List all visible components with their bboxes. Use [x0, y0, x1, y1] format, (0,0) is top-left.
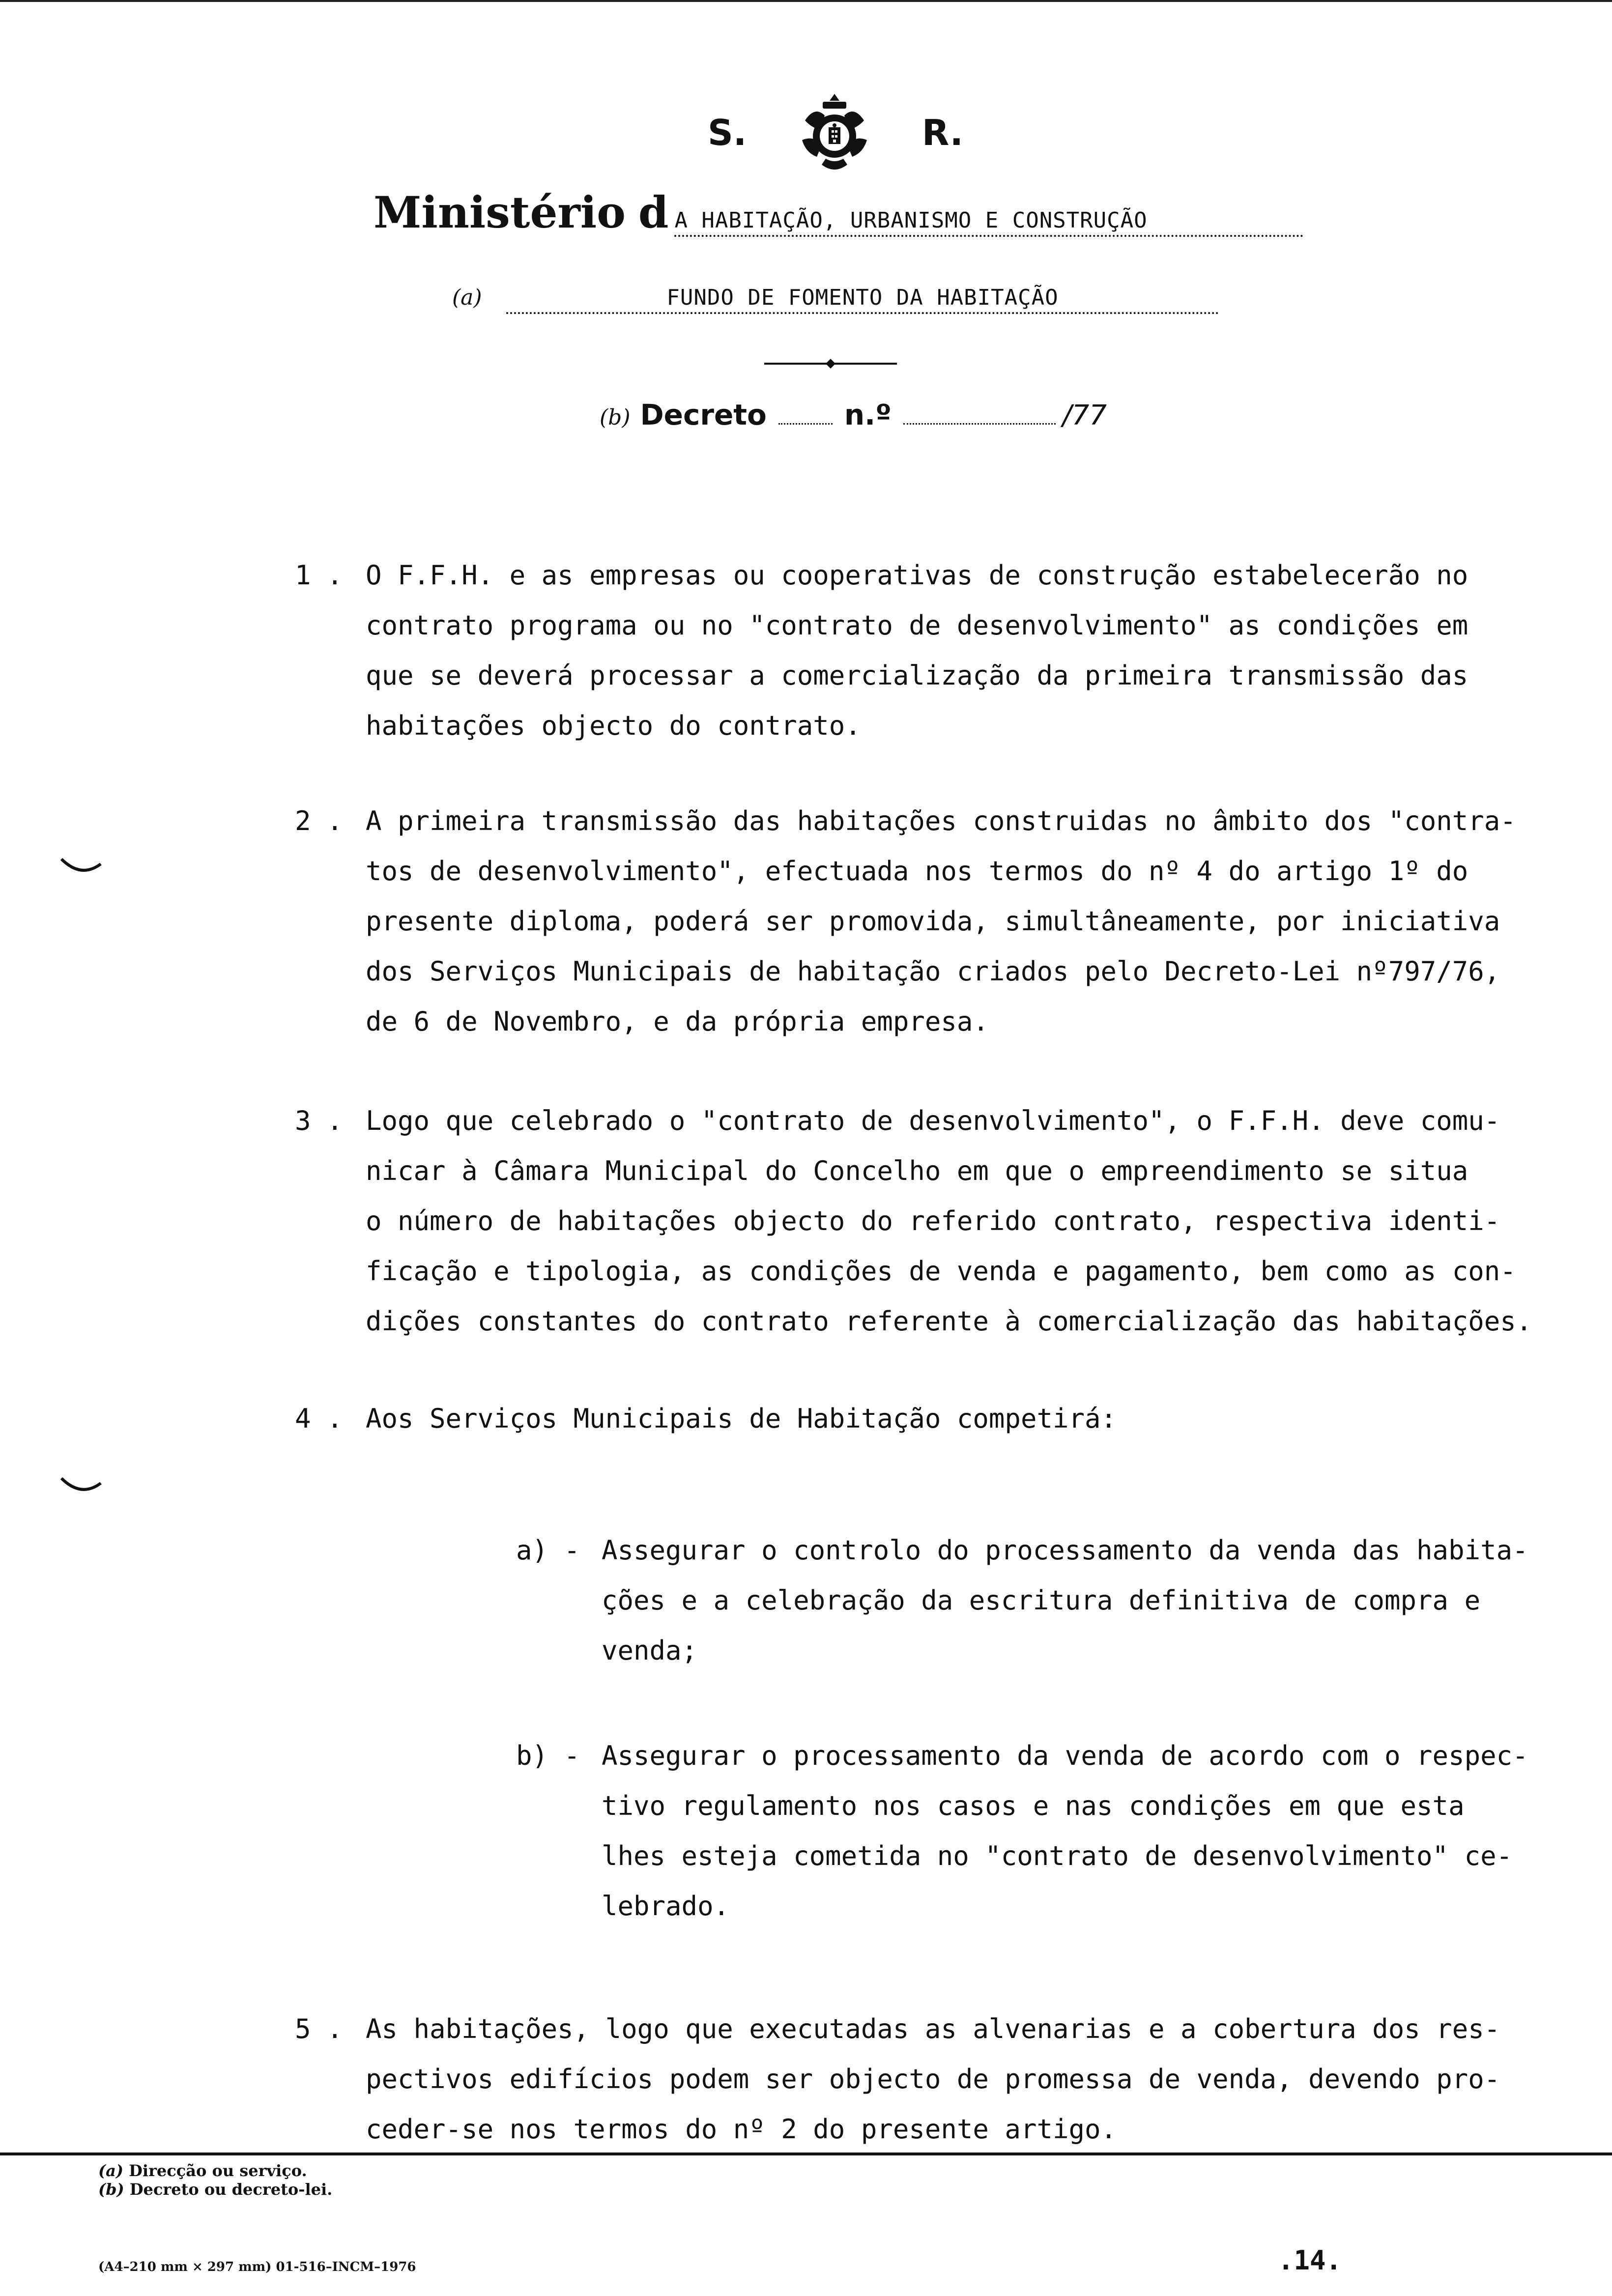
subitem-line: lhes esteja cometida no "contrato de desenvolvimento" ce-	[602, 1840, 1513, 1871]
punch-mark-icon	[59, 1474, 103, 1494]
footnote-b	[98, 2180, 541, 2199]
page-number: .14.	[1278, 2245, 1342, 2276]
paragraph-line: de 6 de Novembro, e da própria empresa.	[366, 1006, 989, 1037]
paragraph-number: 3 .	[295, 1105, 343, 1136]
print-info: (A4–210 mm × 297 mm) 01-516–INCM–1976	[98, 2260, 416, 2274]
paragraph-line: presente diploma, poderá ser promovida, simultâneamente, por iniciativa	[366, 906, 1500, 937]
decree-line	[600, 398, 1140, 442]
service-line	[452, 285, 1219, 324]
paragraph-line: tos de desenvolvimento", efectuada nos termos do nº 4 do artigo 1º do	[366, 856, 1468, 887]
subitem-line: ções e a celebração da escritura definitiva de compra e	[602, 1585, 1481, 1616]
ministry-connector: d	[638, 187, 669, 238]
paragraph-number: 1 .	[295, 560, 343, 591]
paragraph-number: 5 .	[295, 2013, 343, 2044]
subitem-line: tivo regulamento nos casos e nas condições em que esta	[602, 1790, 1465, 1821]
paragraph-line: o número de habitações objecto do referido contrato, respectiva identi-	[366, 1205, 1500, 1236]
subitem-line: venda;	[602, 1635, 698, 1666]
paragraph-line: dições constantes do contrato referente à comercialização das habitações.	[366, 1306, 1532, 1337]
footnote-text: Direcção ou serviço.	[129, 2161, 307, 2180]
coat-of-arms-icon	[795, 91, 874, 174]
footer-rule	[0, 2152, 1612, 2155]
ministry-name: A HABITAÇÃO, URBANISMO E CONSTRUÇÃO	[674, 208, 1303, 237]
decree-type-blank	[778, 418, 833, 425]
paragraph-line: contrato programa ou no "contrato de desenvolvimento" as condições em	[366, 610, 1468, 641]
paragraph-line: A primeira transmissão das habitações construidas no âmbito dos "contra-	[366, 805, 1516, 836]
paragraph-number: 4 .	[295, 1403, 343, 1434]
footnote-text: Decreto ou decreto-lei.	[129, 2180, 333, 2199]
paragraph-number: 2 .	[295, 805, 343, 836]
ornament-divider	[764, 358, 897, 370]
paragraph-line: habitações objecto do contrato.	[366, 710, 861, 741]
ministry-line	[374, 187, 1356, 256]
service-marker: (a)	[452, 285, 482, 310]
decree-number-label: n.º	[844, 398, 892, 431]
decree-marker: (b)	[600, 405, 631, 430]
punch-mark-icon	[59, 855, 103, 875]
footnotes	[98, 2161, 541, 2199]
paragraph-line: Aos Serviços Municipais de Habitação competirá:	[366, 1403, 1117, 1434]
top-border-line	[0, 0, 1612, 2]
footnote-a	[98, 2161, 541, 2180]
decree-label: Decreto	[640, 398, 767, 431]
decree-year: /77	[1062, 400, 1107, 431]
paragraph-line: O F.F.H. e as empresas ou cooperativas de construção estabelecerão no	[366, 560, 1468, 591]
paragraph-line: ficação e tipologia, as condições de venda e pagamento, bem como as con-	[366, 1256, 1516, 1287]
letter-s: S.	[708, 112, 747, 153]
footnote-marker: (a)	[98, 2161, 124, 2180]
paragraph-line: pectivos edifícios podem ser objecto de promessa de venda, devendo pro-	[366, 2064, 1500, 2095]
paragraph-line: Logo que celebrado o "contrato de desenvolvimento", o F.F.H. deve comu-	[366, 1105, 1500, 1136]
letterhead-emblem-line	[708, 88, 963, 177]
subitem-line: lebrado.	[602, 1891, 730, 1922]
ministry-label: Ministério	[374, 187, 626, 238]
subitem-label: a) -	[516, 1535, 580, 1566]
subitem-line: Assegurar o controlo do processamento da venda das habita-	[602, 1535, 1528, 1566]
subitem-label: b) -	[516, 1740, 580, 1771]
letter-r: R.	[921, 112, 963, 153]
decree-number-blank	[903, 418, 1056, 425]
paragraph-line: As habitações, logo que executadas as alvenarias e a cobertura dos res-	[366, 2013, 1500, 2044]
paragraph-line: que se deverá processar a comercialização da primeira transmissão das	[366, 660, 1468, 691]
service-name: FUNDO DE FOMENTO DA HABITAÇÃO	[506, 285, 1219, 314]
subitem-line: Assegurar o processamento da venda de acordo com o respec-	[602, 1740, 1528, 1771]
paragraph-line: nicar à Câmara Municipal do Concelho em que o empreendimento se situa	[366, 1155, 1468, 1186]
paragraph-line: dos Serviços Municipais de habitação criados pelo Decreto-Lei nº797/76,	[366, 956, 1500, 987]
paragraph-line: ceder-se nos termos do nº 2 do presente artigo.	[366, 2114, 1117, 2145]
footnote-marker: (b)	[98, 2180, 124, 2199]
